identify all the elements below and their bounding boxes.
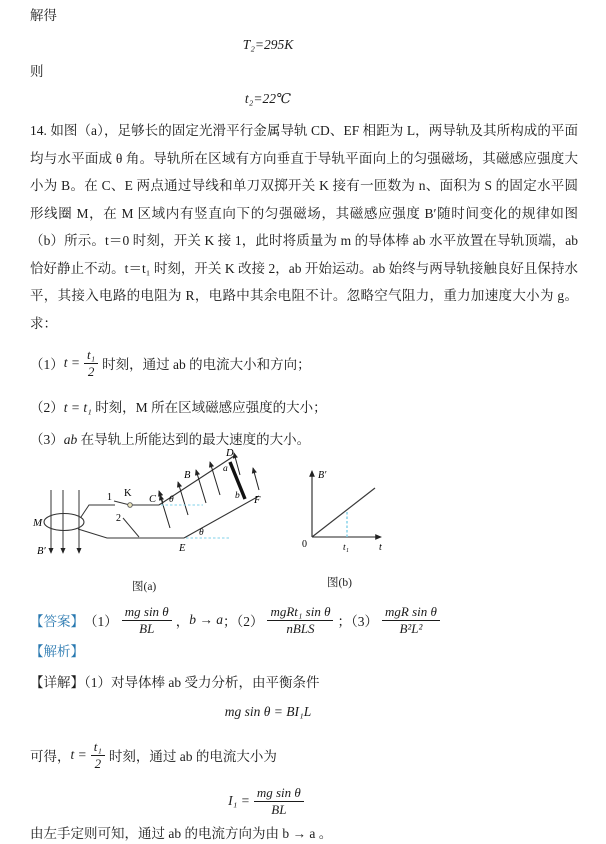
- solve-label: 解得: [30, 8, 57, 23]
- question-1: [30, 344, 578, 382]
- detail-line-3: 由左手定则可知，通过 ab 的电流方向为由 b → a 。: [30, 826, 333, 841]
- equation-current-fraction: $\frac{\text{mg sin θ}}{BL}$: [254, 785, 304, 817]
- bar-a-label: a: [223, 464, 228, 474]
- figure-b-graph: [295, 455, 395, 567]
- detail-line-2-variable: t =: [70, 747, 87, 762]
- graph-origin-label: 0: [302, 539, 307, 550]
- question-2-text: 时刻，M 所在区域磁感应强度的大小；: [91, 400, 327, 415]
- detail-line-2-pre: 可得，: [30, 749, 71, 764]
- question-1-label: （1）: [30, 357, 64, 372]
- contact-2-label: 2: [116, 513, 121, 524]
- coil-field-arrow-icons: [51, 490, 79, 553]
- problem-statement: 14. 如图（a），足够长的固定光滑平行金属导轨 CD、EF 相距为 L，两导轨及其所构成的平面均与水平面成 θ 角。导轨所在区域有方向垂直于导轨平面向上的匀强磁场，其磁感应强度大小为 B。在 C、E 两点通过导线和单刀双掷开关 K 接有一匝数为 n、面积为 S 的固定水平圆形线圈 M，在 M 区域内有竖直向下的匀强磁场，其磁感应强度 B′随时间变化的规律如图（b）所示。t＝0 时刻，开关 K 接 1，此时将质量为 m 的导体棒 ab 水平放置在导轨顶端，ab 恰好静止不动。t＝t₁ 时刻，开关 K 改接 2，ab 开始运动。ab 始终与两导轨接触良好且保持水平，其接入电路的电阻为 R，电路中其余电阻不计。忽略空气阻力，重力加速度大小为 g。求：: [30, 123, 578, 331]
- question-1-text: 时刻，通过 ab 的电流大小和方向；: [102, 357, 311, 372]
- detail-line-2-post: 时刻，通过 ab 的电流大小为: [108, 749, 277, 764]
- point-e-label: E: [179, 543, 186, 554]
- switch-pivot: [128, 503, 133, 508]
- question-2-variable: t = t₁: [63, 400, 92, 415]
- detail-line-2-fraction: $\frac{\text{t₁}}{2}$: [91, 739, 105, 771]
- angle-reference-dashes: [161, 505, 229, 538]
- question-1-variable: t =: [63, 355, 80, 370]
- question-2: [30, 398, 578, 418]
- equation-current-lhs: I₁ =: [228, 793, 250, 808]
- solution-content: [0, 601, 606, 844]
- point-c-label: C: [149, 494, 157, 505]
- question-3-text: 在导轨上所能达到的最大速度的大小。: [77, 432, 311, 447]
- equation-current: [30, 782, 578, 820]
- equation-balance: mg sin θ = BI₁L: [224, 704, 312, 719]
- coil-m-label: M: [33, 517, 43, 529]
- detail-line-1: 【详解】（1）对导体棒 ab 受力分析，由平衡条件: [30, 675, 320, 690]
- figure-b-caption: 图(b): [327, 577, 352, 589]
- incline-field-arrow-icons: [159, 453, 259, 528]
- answer-direction: b → a: [189, 612, 223, 627]
- answer-line: [30, 601, 578, 639]
- answer-seg3: ；（3）: [337, 614, 378, 629]
- question-1-fraction: $\frac{\text{t₁}}{2}$: [84, 347, 98, 379]
- detail-line-2: [30, 736, 578, 774]
- graph-line: [312, 488, 375, 537]
- b-prime-label: B′: [37, 546, 46, 557]
- point-f-label: F: [254, 495, 261, 506]
- answer-seg1: （1）: [84, 614, 118, 629]
- answer-fraction-3: $\frac{\text{mgR sin θ}}{\text{B²L²}}$: [382, 604, 440, 636]
- question-3-variable: ab: [63, 432, 78, 447]
- theta-c-label: θ: [169, 495, 174, 505]
- analysis-label: 【解析】: [30, 644, 84, 659]
- question-3: [30, 430, 578, 450]
- then-label: 则: [30, 64, 44, 79]
- contact-1-label: 1: [107, 492, 112, 503]
- figures-row: [0, 450, 606, 597]
- equation-t2: t₂=22℃: [244, 91, 292, 106]
- graph-x-label: t: [379, 542, 382, 553]
- answer-fraction-1: $\frac{\text{mg sin θ}}{BL}$: [122, 604, 172, 636]
- figure-a-diagram: [23, 450, 293, 592]
- answer-fraction-2: $\frac{\text{mgRt₁ sin θ}}{\text{nBLS}}$: [267, 604, 333, 636]
- graph-y-label: B′: [318, 470, 327, 481]
- answer-comma: ，: [175, 614, 190, 629]
- question-3-label: （3）: [30, 432, 64, 447]
- field-b-label: B: [184, 470, 191, 481]
- point-d-label: D: [226, 448, 234, 459]
- equation-T2: T₂=295K: [242, 37, 294, 52]
- figure-a-caption: 图(a): [132, 581, 157, 593]
- switch-k-label: K: [124, 488, 132, 499]
- answer-label: 【答案】: [30, 614, 84, 629]
- answer-seg2: ；（2）: [222, 614, 264, 629]
- question-2-label: （2）: [30, 400, 64, 415]
- coil-m-ellipse: [44, 514, 84, 531]
- graph-t1-label: t₁: [343, 543, 349, 553]
- bar-b-label: b: [235, 491, 240, 501]
- theta-e-label: θ: [199, 528, 204, 538]
